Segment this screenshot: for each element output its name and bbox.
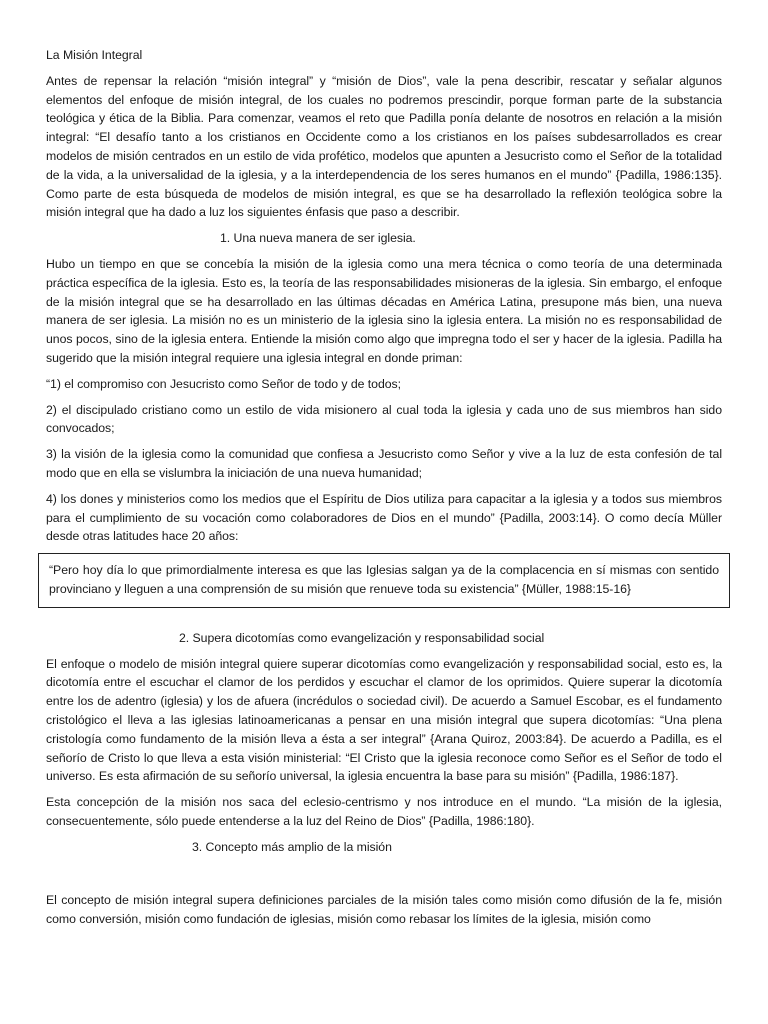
list-item: “1) el compromiso con Jesucristo como Señor de todo y de todos; bbox=[46, 376, 401, 391]
quote-text: “Pero hoy día lo que primordialmente interesa es que las Iglesias salgan ya de la complacencia en sí mismas con sentido provinciano y lleguen a una comprensión de su misión que renueve toda su existencia” {Müller, 1988:15-16} bbox=[49, 563, 719, 596]
document-page bbox=[46, 42, 722, 929]
list-item: 4) los dones y ministerios como los medios que el Espíritu de Dios utiliza para capacitar a la iglesia y a todos sus miembros para el cumplimiento de su vocación como colaboradores de Dios en el mundo” {Padilla, 2003:14}. O como decía Müller desde otras latitudes hace 20 años: bbox=[46, 491, 722, 544]
section-2-heading: 2. Supera dicotomías como evangelización y responsabilidad social bbox=[179, 630, 545, 645]
section-3-heading: 3. Concepto más amplio de la misión bbox=[192, 839, 392, 854]
section-3-paragraph: El concepto de misión integral supera definiciones parciales de la misión tales como misión como difusión de la fe, misión como conversión, misión como fundación de iglesias, misión como rebasar los límites de la iglesia, misión como bbox=[46, 893, 722, 927]
section-1-paragraph: Hubo un tiempo en que se concebía la misión de la iglesia como una mera técnica o como teoría de una determinada práctica específica de la iglesia. Esto es, la teoría de las responsabilidades misioneras de la iglesia. Sin embargo, el enfoque de la misión integral que se ha desarrollado en las últimas décadas en América Latina, presupone más bien, una nueva manera de ser iglesia. La misión no es un ministerio de la iglesia sino la iglesia entera. La misión no es responsabilidad de unos pocos, sino de la iglesia entera. Entiende la misión como algo que impregna todo el ser y hacer de la iglesia. Padilla ha sugerido que la misión integral requiere una iglesia integral en donde priman: bbox=[46, 256, 722, 365]
section-2-paragraph-2: Esta concepción de la misión nos saca del eclesio-centrismo y nos introduce en el mundo. “La misión de la iglesia, consecuentemente, sólo puede entenderse a la luz del Reino de Dios” {Padilla, 1986:180}. bbox=[46, 795, 722, 828]
quote-box bbox=[38, 553, 730, 608]
intro-paragraph: Antes de repensar la relación “misión integral” y “misión de Dios”, vale la pena describir, rescatar y señalar algunos elementos del enfoque de misión integral, de los cuales no podremos prescindir, porque forman parte de la substancia teológica y ética de la Biblia. Para comenzar, veamos el reto que Padilla ponía delante de nosotros en relación a la misión integral: “El desafío tanto a los cristianos en Occidente como a los cristianos en los países subdesarrollados es crear modelos de misión centrados en un estilo de vida profético, modelos que apunten a Jesucristo como el Señor de la totalidad de la vida, a la universalidad de la iglesia, y a la interdependencia de los seres humanos en el mundo” {Padilla, 1986:135}. Como parte de esta búsqueda de modelos de misión integral, es que se ha desarrollado la reflexión teológica sobre la misión integral que ha dado a luz los siguientes énfasis que paso a describir. bbox=[46, 73, 722, 220]
list-item: 2) el discipulado cristiano como un estilo de vida misionero al cual toda la iglesia y cada uno de sus miembros han sido convocados; bbox=[46, 402, 722, 436]
section-1-heading: 1. Una nueva manera de ser iglesia. bbox=[220, 231, 416, 246]
section-2-paragraph-1: El enfoque o modelo de misión integral quiere superar dicotomías como evangelización y responsabilidad social, esto es, la dicotomía entre el escuchar el clamor de los perdidos y escuchar el clamor de los oprimidos. Quiere superar la dicotomía entre los de adentro (iglesia) y los de afuera (incrédulos o sociedad civil). De acuerdo a Samuel Escobar, es el fundamento cristológico el lleva a las iglesias latinoamericanas a pensar en una misión integral que supera dicotomías: “Una plena cristología como fundamento de la misión lleva a ésta a ser integral” {Arana Quiroz, 2003:84}. De acuerdo a Padilla, es el señorío de Cristo lo que lleva a esta visión ministerial: “El Cristo que la iglesia reconoce como Señor es el Señor de todo el universo. Es esta afirmación de su señorío universal, la iglesia encuentra la base para su misión” {Padilla, 1986:187}. bbox=[46, 656, 722, 784]
document-title: La Misión Integral bbox=[46, 48, 143, 62]
list-item: 3) la visión de la iglesia como la comunidad que confiesa a Jesucristo como Señor y vive a la luz de esta confesión de tal modo que en ella se vislumbra la iniciación de una nueva humanidad; bbox=[46, 447, 722, 480]
